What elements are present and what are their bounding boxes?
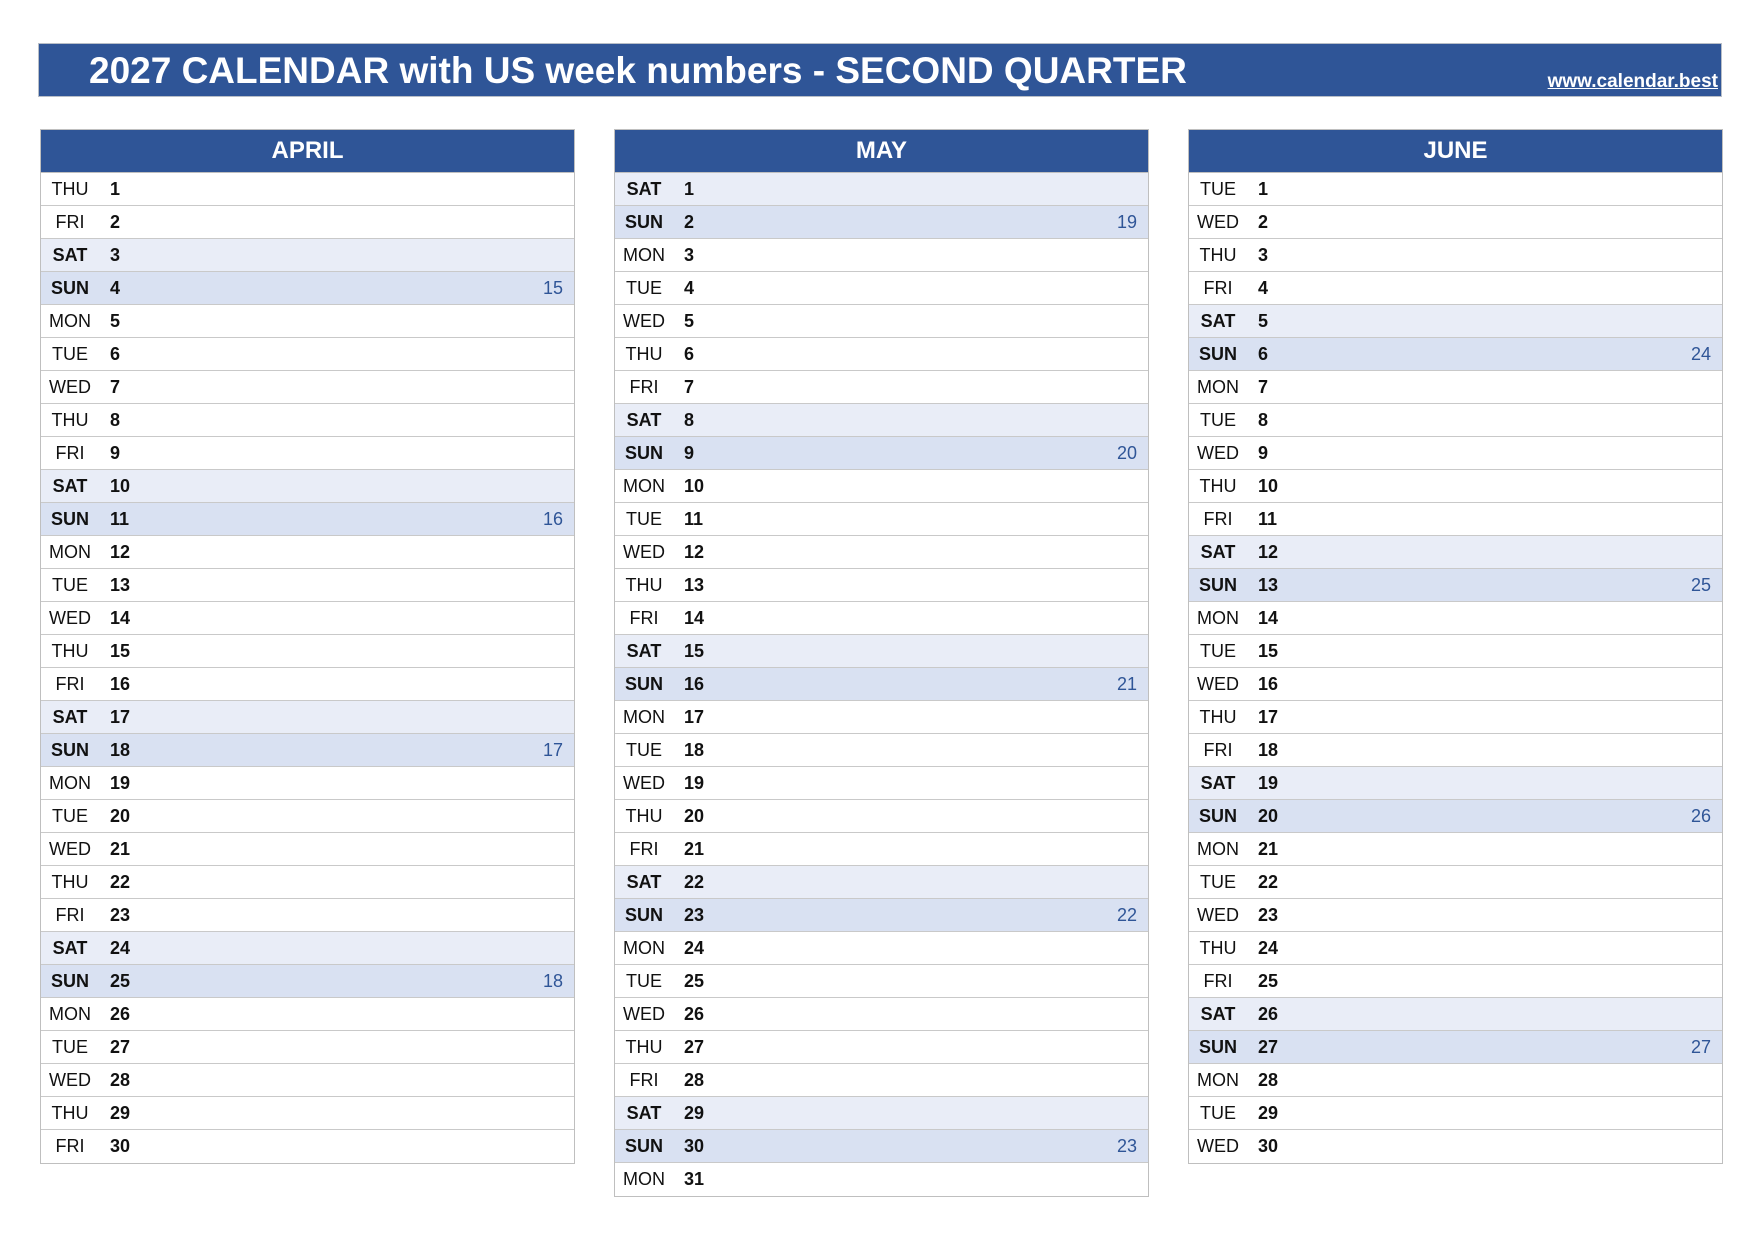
day-row xyxy=(1189,701,1722,734)
weekday-label: SAT xyxy=(52,245,88,265)
weekday-label: WED xyxy=(1197,443,1239,463)
weekday-label: FRI xyxy=(55,905,85,925)
weekday-label: THU xyxy=(51,872,89,892)
day-row xyxy=(41,1097,574,1130)
day-number: 13 xyxy=(110,575,131,595)
day-number: 17 xyxy=(110,707,131,727)
day-number: 28 xyxy=(1258,1070,1279,1090)
day-row xyxy=(41,272,574,305)
day-row xyxy=(1189,404,1722,437)
day-row xyxy=(615,404,1148,437)
day-number: 19 xyxy=(684,773,705,793)
weekday-label: MON xyxy=(1197,1070,1239,1090)
weekday-label: MON xyxy=(49,1004,91,1024)
weekday-label: SAT xyxy=(1200,773,1236,793)
weekday-label: SUN xyxy=(50,278,89,298)
day-row xyxy=(41,206,574,239)
day-row xyxy=(1189,866,1722,899)
month-header: MAY xyxy=(615,130,1148,173)
day-number: 14 xyxy=(1258,608,1279,628)
day-row xyxy=(41,470,574,503)
weekday-label: SUN xyxy=(624,443,663,463)
day-number: 12 xyxy=(1258,542,1279,562)
day-row xyxy=(615,998,1148,1031)
day-number: 13 xyxy=(1258,575,1279,595)
day-number: 16 xyxy=(110,674,131,694)
day-number: 20 xyxy=(684,806,705,826)
weekday-label: MON xyxy=(623,938,665,958)
weekday-label: THU xyxy=(625,344,663,364)
weekday-label: WED xyxy=(623,542,665,562)
weekday-label: SUN xyxy=(50,509,89,529)
day-row xyxy=(615,866,1148,899)
weekday-label: THU xyxy=(51,410,89,430)
month-table-april xyxy=(40,129,575,1164)
day-row xyxy=(1189,437,1722,470)
day-row xyxy=(615,734,1148,767)
title-banner xyxy=(38,43,1722,97)
weekday-label: TUE xyxy=(626,971,662,991)
week-number: 17 xyxy=(542,740,563,760)
weekday-label: THU xyxy=(51,641,89,661)
day-row xyxy=(1189,965,1722,998)
day-number: 23 xyxy=(1258,905,1279,925)
day-row xyxy=(41,866,574,899)
weekday-label: THU xyxy=(625,1037,663,1057)
weekday-label: FRI xyxy=(629,839,659,859)
day-number: 27 xyxy=(110,1037,131,1057)
weekday-label: SAT xyxy=(626,410,662,430)
day-row xyxy=(1189,1064,1722,1097)
day-row xyxy=(1189,173,1722,206)
day-number: 5 xyxy=(684,311,695,331)
day-number: 15 xyxy=(684,641,705,661)
week-number: 15 xyxy=(542,278,563,298)
day-list xyxy=(615,173,1148,1196)
week-number: 24 xyxy=(1690,344,1711,364)
day-number: 9 xyxy=(1258,443,1269,463)
weekday-label: SAT xyxy=(626,641,662,661)
day-row xyxy=(41,536,574,569)
week-number: 23 xyxy=(1116,1136,1137,1156)
day-number: 6 xyxy=(684,344,695,364)
weekday-label: SUN xyxy=(624,1136,663,1156)
weekday-label: SAT xyxy=(626,179,662,199)
weekday-label: FRI xyxy=(629,377,659,397)
day-number: 2 xyxy=(1258,212,1269,232)
weekday-label: WED xyxy=(1197,905,1239,925)
day-number: 6 xyxy=(1258,344,1269,364)
weekday-label: SAT xyxy=(52,938,88,958)
day-row xyxy=(615,206,1148,239)
day-row xyxy=(615,437,1148,470)
day-number: 9 xyxy=(110,443,121,463)
day-row xyxy=(1189,602,1722,635)
day-row xyxy=(615,1130,1148,1163)
week-number: 27 xyxy=(1690,1037,1711,1057)
day-number: 29 xyxy=(1258,1103,1279,1123)
day-row xyxy=(1189,338,1722,371)
weekday-label: FRI xyxy=(1203,971,1233,991)
weekday-label: THU xyxy=(51,1103,89,1123)
day-number: 1 xyxy=(1258,179,1269,199)
day-row xyxy=(41,800,574,833)
day-row xyxy=(1189,503,1722,536)
day-row xyxy=(41,437,574,470)
day-number: 28 xyxy=(110,1070,131,1090)
weekday-label: FRI xyxy=(55,212,85,232)
day-row xyxy=(41,767,574,800)
weekday-label: SAT xyxy=(52,707,88,727)
day-number: 23 xyxy=(110,905,131,925)
day-row xyxy=(1189,998,1722,1031)
day-number: 4 xyxy=(110,278,121,298)
day-number: 22 xyxy=(684,872,705,892)
day-row xyxy=(41,239,574,272)
weekday-label: FRI xyxy=(55,674,85,694)
weekday-label: WED xyxy=(1197,1136,1239,1156)
weekday-label: WED xyxy=(623,773,665,793)
day-row xyxy=(41,932,574,965)
day-number: 24 xyxy=(110,938,131,958)
page-title: 2027 CALENDAR with US week numbers - SECOND QUARTER xyxy=(89,50,1187,91)
weekday-label: WED xyxy=(623,1004,665,1024)
weekday-label: MON xyxy=(1197,608,1239,628)
day-row xyxy=(41,998,574,1031)
day-number: 4 xyxy=(1258,278,1269,298)
week-number: 25 xyxy=(1690,575,1711,595)
weekday-label: TUE xyxy=(52,575,88,595)
day-number: 26 xyxy=(684,1004,705,1024)
week-number: 26 xyxy=(1690,806,1711,826)
day-number: 1 xyxy=(684,179,695,199)
weekday-label: FRI xyxy=(1203,278,1233,298)
weekday-label: FRI xyxy=(1203,740,1233,760)
day-number: 8 xyxy=(110,410,121,430)
day-row xyxy=(1189,206,1722,239)
day-row xyxy=(1189,1031,1722,1064)
weekday-label: WED xyxy=(49,1070,91,1090)
day-number: 3 xyxy=(110,245,121,265)
weekday-label: TUE xyxy=(626,509,662,529)
day-number: 18 xyxy=(684,740,705,760)
day-number: 26 xyxy=(110,1004,131,1024)
weekday-label: THU xyxy=(1199,938,1237,958)
weekday-label: TUE xyxy=(1200,410,1236,430)
weekday-label: THU xyxy=(625,575,663,595)
day-number: 21 xyxy=(110,839,131,859)
day-row xyxy=(1189,899,1722,932)
weekday-label: FRI xyxy=(629,608,659,628)
day-number: 27 xyxy=(1258,1037,1279,1057)
weekday-label: THU xyxy=(1199,707,1237,727)
weekday-label: SAT xyxy=(52,476,88,496)
day-row xyxy=(615,1163,1148,1196)
weekday-label: WED xyxy=(1197,674,1239,694)
day-number: 21 xyxy=(684,839,705,859)
day-row xyxy=(1189,569,1722,602)
weekday-label: TUE xyxy=(52,806,88,826)
day-row xyxy=(41,305,574,338)
day-number: 31 xyxy=(684,1169,705,1189)
weekday-label: SAT xyxy=(1200,311,1236,331)
day-row xyxy=(41,338,574,371)
day-row xyxy=(1189,272,1722,305)
day-row xyxy=(615,173,1148,206)
day-number: 15 xyxy=(110,641,131,661)
week-number: 21 xyxy=(1116,674,1137,694)
day-number: 11 xyxy=(1258,509,1278,529)
day-number: 11 xyxy=(684,509,704,529)
weekday-label: SUN xyxy=(1198,344,1237,364)
website-link[interactable]: www.calendar.best xyxy=(1547,71,1718,92)
weekday-label: MON xyxy=(49,773,91,793)
weekday-label: FRI xyxy=(55,443,85,463)
weekday-label: THU xyxy=(625,806,663,826)
day-number: 26 xyxy=(1258,1004,1279,1024)
day-row xyxy=(1189,734,1722,767)
day-number: 2 xyxy=(110,212,121,232)
weekday-label: TUE xyxy=(1200,179,1236,199)
weekday-label: WED xyxy=(623,311,665,331)
day-row xyxy=(615,932,1148,965)
day-number: 22 xyxy=(110,872,131,892)
weekday-label: TUE xyxy=(626,278,662,298)
weekday-label: SAT xyxy=(1200,542,1236,562)
day-number: 27 xyxy=(684,1037,705,1057)
weekday-label: SUN xyxy=(624,905,663,925)
weekday-label: MON xyxy=(1197,839,1239,859)
day-number: 30 xyxy=(684,1136,705,1156)
day-number: 20 xyxy=(1258,806,1279,826)
day-row xyxy=(1189,371,1722,404)
weekday-label: TUE xyxy=(52,1037,88,1057)
day-row xyxy=(615,305,1148,338)
day-row xyxy=(615,470,1148,503)
day-number: 16 xyxy=(684,674,705,694)
week-number: 22 xyxy=(1116,905,1137,925)
day-number: 11 xyxy=(110,509,130,529)
day-number: 15 xyxy=(1258,641,1279,661)
month-header: JUNE xyxy=(1189,130,1722,173)
day-row xyxy=(615,701,1148,734)
day-number: 5 xyxy=(110,311,121,331)
day-number: 23 xyxy=(684,905,705,925)
day-number: 24 xyxy=(684,938,705,958)
day-row xyxy=(41,635,574,668)
weekday-label: MON xyxy=(623,707,665,727)
weekday-label: TUE xyxy=(1200,641,1236,661)
weekday-label: MON xyxy=(623,476,665,496)
weekday-label: MON xyxy=(623,1169,665,1189)
weekday-label: SAT xyxy=(626,872,662,892)
day-row xyxy=(1189,1097,1722,1130)
day-number: 24 xyxy=(1258,938,1279,958)
month-table-june xyxy=(1188,129,1723,1164)
month-header: APRIL xyxy=(41,130,574,173)
day-number: 30 xyxy=(110,1136,131,1156)
weekday-label: THU xyxy=(1199,476,1237,496)
day-row xyxy=(1189,305,1722,338)
day-number: 7 xyxy=(110,377,121,397)
day-row xyxy=(615,239,1148,272)
weekday-label: WED xyxy=(49,377,91,397)
day-row xyxy=(615,899,1148,932)
weekday-label: SUN xyxy=(50,740,89,760)
day-row xyxy=(41,404,574,437)
day-number: 17 xyxy=(684,707,705,727)
day-row xyxy=(41,503,574,536)
day-row xyxy=(41,173,574,206)
day-number: 30 xyxy=(1258,1136,1279,1156)
weekday-label: SUN xyxy=(624,212,663,232)
day-row xyxy=(41,1064,574,1097)
day-number: 25 xyxy=(684,971,705,991)
day-number: 14 xyxy=(684,608,705,628)
day-row xyxy=(1189,932,1722,965)
day-number: 17 xyxy=(1258,707,1279,727)
day-row xyxy=(615,371,1148,404)
day-row xyxy=(1189,767,1722,800)
day-number: 12 xyxy=(110,542,131,562)
day-row xyxy=(615,800,1148,833)
day-number: 18 xyxy=(1258,740,1279,760)
day-number: 20 xyxy=(110,806,131,826)
day-number: 28 xyxy=(684,1070,705,1090)
day-number: 10 xyxy=(684,476,705,496)
weekday-label: SUN xyxy=(1198,806,1237,826)
weekday-label: THU xyxy=(1199,245,1237,265)
day-row xyxy=(41,734,574,767)
day-row xyxy=(615,965,1148,998)
day-number: 6 xyxy=(110,344,121,364)
week-number: 16 xyxy=(542,509,563,529)
day-row xyxy=(615,1064,1148,1097)
day-row xyxy=(615,602,1148,635)
day-row xyxy=(41,833,574,866)
day-number: 2 xyxy=(684,212,695,232)
day-list xyxy=(1189,173,1722,1163)
day-number: 4 xyxy=(684,278,695,298)
weekday-label: TUE xyxy=(1200,872,1236,892)
day-number: 8 xyxy=(1258,410,1269,430)
day-row xyxy=(615,569,1148,602)
day-row xyxy=(615,833,1148,866)
day-row xyxy=(41,701,574,734)
weekday-label: MON xyxy=(623,245,665,265)
week-number: 20 xyxy=(1116,443,1137,463)
day-number: 7 xyxy=(1258,377,1269,397)
day-number: 7 xyxy=(684,377,695,397)
weekday-label: SUN xyxy=(1198,575,1237,595)
day-number: 29 xyxy=(684,1103,705,1123)
weekday-label: SAT xyxy=(1200,1004,1236,1024)
weekday-label: TUE xyxy=(626,740,662,760)
weekday-label: SUN xyxy=(1198,1037,1237,1057)
day-row xyxy=(1189,800,1722,833)
day-row xyxy=(1189,239,1722,272)
day-row xyxy=(615,635,1148,668)
day-row xyxy=(1189,668,1722,701)
weekday-label: TUE xyxy=(52,344,88,364)
day-number: 19 xyxy=(110,773,131,793)
day-number: 22 xyxy=(1258,872,1279,892)
day-row xyxy=(615,338,1148,371)
day-number: 8 xyxy=(684,410,695,430)
day-row xyxy=(41,602,574,635)
day-number: 1 xyxy=(110,179,121,199)
day-number: 3 xyxy=(1258,245,1269,265)
day-number: 14 xyxy=(110,608,131,628)
day-number: 19 xyxy=(1258,773,1279,793)
day-number: 10 xyxy=(110,476,131,496)
day-row xyxy=(615,668,1148,701)
day-row xyxy=(41,569,574,602)
day-row xyxy=(41,1130,574,1163)
month-table-may xyxy=(614,129,1149,1197)
day-number: 12 xyxy=(684,542,705,562)
day-row xyxy=(41,1031,574,1064)
weekday-label: FRI xyxy=(55,1136,85,1156)
day-row xyxy=(41,668,574,701)
weekday-label: WED xyxy=(49,608,91,628)
weekday-label: FRI xyxy=(629,1070,659,1090)
day-row xyxy=(41,965,574,998)
day-row xyxy=(41,371,574,404)
day-number: 16 xyxy=(1258,674,1279,694)
day-number: 25 xyxy=(110,971,131,991)
weekday-label: SUN xyxy=(624,674,663,694)
week-number: 19 xyxy=(1116,212,1137,232)
day-number: 5 xyxy=(1258,311,1269,331)
day-row xyxy=(615,767,1148,800)
day-number: 13 xyxy=(684,575,705,595)
day-number: 29 xyxy=(110,1103,131,1123)
day-row xyxy=(615,1097,1148,1130)
weekday-label: MON xyxy=(1197,377,1239,397)
day-number: 21 xyxy=(1258,839,1279,859)
weekday-label: FRI xyxy=(1203,509,1233,529)
day-row xyxy=(1189,1130,1722,1163)
weekday-label: THU xyxy=(51,179,89,199)
day-number: 10 xyxy=(1258,476,1279,496)
weekday-label: WED xyxy=(49,839,91,859)
day-row xyxy=(615,536,1148,569)
day-row xyxy=(41,899,574,932)
day-number: 18 xyxy=(110,740,131,760)
day-row xyxy=(615,503,1148,536)
weekday-label: TUE xyxy=(1200,1103,1236,1123)
day-number: 25 xyxy=(1258,971,1279,991)
week-number: 18 xyxy=(542,971,563,991)
weekday-label: SUN xyxy=(50,971,89,991)
day-row xyxy=(1189,833,1722,866)
day-row xyxy=(1189,536,1722,569)
day-list xyxy=(41,173,574,1163)
weekday-label: WED xyxy=(1197,212,1239,232)
day-row xyxy=(1189,635,1722,668)
weekday-label: MON xyxy=(49,542,91,562)
day-row xyxy=(1189,470,1722,503)
weekday-label: MON xyxy=(49,311,91,331)
weekday-label: SAT xyxy=(626,1103,662,1123)
day-row xyxy=(615,272,1148,305)
day-number: 9 xyxy=(684,443,695,463)
day-number: 3 xyxy=(684,245,695,265)
day-row xyxy=(615,1031,1148,1064)
